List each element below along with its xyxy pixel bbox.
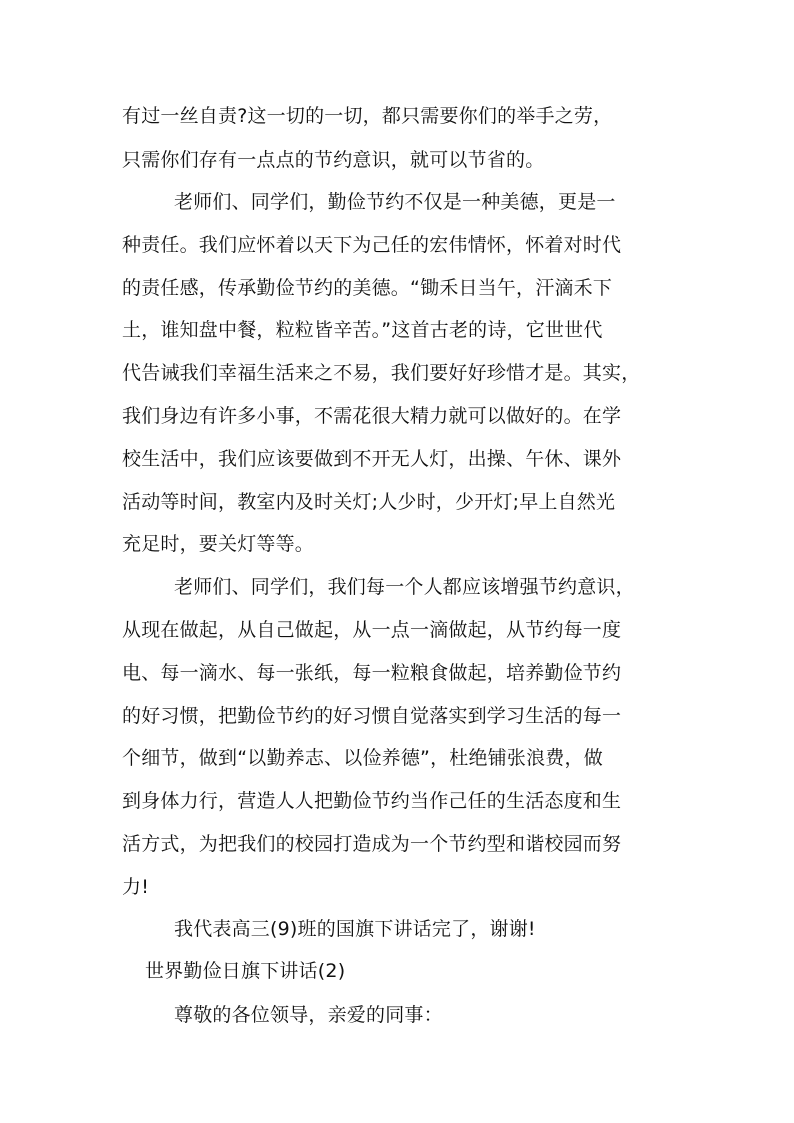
body-text-line: 活方式，为把我们的校园打造成为一个节约型和谐校园而努 (122, 833, 622, 855)
paragraph-first-line: 老师们、同学们，我们每一个人都应该增强节约意识， (174, 576, 635, 598)
body-text-line: 种责任。我们应怀着以天下为己任的宏伟情怀，怀着对时代 (122, 234, 622, 256)
paragraph-first-line: 老师们、同学们，勤俭节约不仅是一种美德，更是一 (174, 191, 616, 213)
body-text-line: 力! (122, 876, 150, 898)
body-text-line: 到身体力行，营造人人把勤俭节约当作己任的生活态度和生 (122, 790, 622, 812)
body-text-line: 充足时，要关灯等等。 (122, 533, 315, 555)
body-text-line: 校生活中，我们应该要做到不开无人灯，出操、午休、课外 (122, 448, 622, 470)
body-text-line: 代告诫我们幸福生活来之不易，我们要好好珍惜才是。其实， (122, 362, 641, 384)
section-title: 世界勤俭日旗下讲话(2) (145, 960, 346, 982)
closing-line: 我代表高三(9)班的国旗下讲话完了，谢谢! (174, 918, 536, 940)
body-text-line: 的好习惯，把勤俭节约的好习惯自觉落实到学习生活的每一 (122, 705, 622, 727)
body-text-line: 电、每一滴水、每一张纸，每一粒粮食做起，培养勤俭节约 (122, 662, 622, 684)
body-text-line: 有过一丝自责?这一切的一切，都只需要你们的举手之劳， (122, 105, 613, 127)
body-text-line: 从现在做起，从自己做起，从一点一滴做起，从节约每一度 (122, 619, 622, 641)
body-text-line: 的责任感，传承勤俭节约的美德。“锄禾日当午，汗滴禾下 (122, 277, 613, 299)
body-text-line: 个细节，做到“以勤养志、以俭养德”，杜绝铺张浪费，做 (122, 747, 603, 769)
body-text-line: 只需你们存有一点点的节约意识，就可以节省的。 (122, 149, 545, 171)
body-text-line: 我们身边有许多小事，不需花很大精力就可以做好的。在学 (122, 405, 622, 427)
body-text-line: 土，谁知盘中餐，粒粒皆辛苦。”这首古老的诗，它世世代 (122, 319, 603, 341)
salutation-line: 尊敬的各位领导，亲爱的同事： (174, 1004, 443, 1026)
body-text-line: 活动等时间，教室内及时关灯;人少时，少开灯;早上自然光 (122, 491, 616, 513)
